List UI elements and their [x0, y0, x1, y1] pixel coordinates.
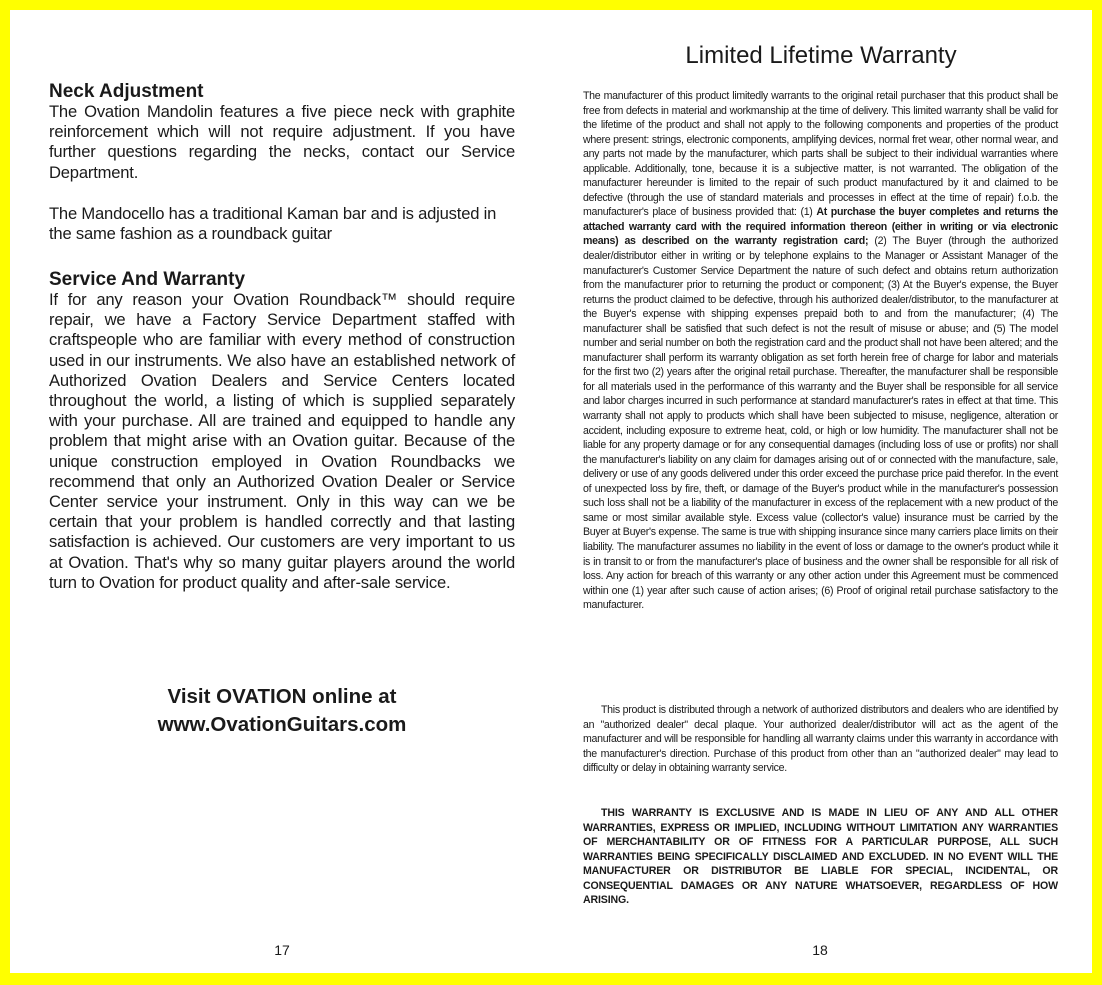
booklet-spread	[10, 10, 1092, 973]
page-number-left: 17	[274, 942, 290, 958]
warranty-terms-text-1: The manufacturer of this product limitedly warrants to the original retail purchaser that this product shall be free from defects in material and workmanship at the time of delivery. This limited warranty shall be valid for the lifetime of the product and shall not apply to the following components and properties of the product where present: strings, electronic components, amplifying devices, normal fret wear, other normal wear, and any parts not made by the manufacturer, which parts shall be subject to their individual warranties where applicable. Additionally, tone, because it is a subjective matter, is not warranted. The obligation of the manufacturer hereunder is limited to the repair of such product manufactured by it and claimed to be defective (through the use of standard materials and processes in effect at the time of repair) f.o.b. the manufacturer's place of business provided that: (1)	[583, 90, 1058, 219]
service-warranty-heading: Service And Warranty	[49, 269, 246, 290]
neck-adjustment-text: The Ovation Mandolin features a five piece neck with graphite reinforcement which will not require adjustment. If you have further questions regarding the necks, contact our Service Department.	[49, 102, 515, 182]
disclaimer-text: THIS WARRANTY IS EXCLUSIVE AND IS MADE IN LIEU OF ANY AND ALL OTHER WARRANTIES, EXPRESS OR IMPLIED, INCLUDING WITHOUT LIMITATION ANY WARRANTIES OF MERCHANTABILITY OR OF FITNESS FOR A PARTICULAR PURPOSE, ALL SUCH WARRANTIES BEING SPECIFICALLY DISCLAIMED AND EXCLUDED. IN NO EVENT WILL THE MANUFACTURER OR DISTRIBUTOR BE LIABLE FOR SPECIAL, INCIDENTAL, OR CONSEQUENTIAL DAMAGES OR ANY NATURE WHATSOEVER, REGARDLESS OF HOW ARISING.	[583, 807, 1058, 907]
website-url: www.OvationGuitars.com	[157, 713, 407, 736]
website-callout	[49, 683, 515, 739]
authorized-dealer-text: This product is distributed through a network of authorized distributors and dealers who are identified by an "authorized dealer" decal plaque. Your authorized dealer/distributor will act as the agent of the manufacturer and will be responsible for handling all warranty claims under this warranty in accordance with the manufacturer's direction. Purchase of this product from other than an "authorized dealer" may lead to difficulty or delay in obtaining warranty service.	[583, 704, 1058, 775]
page-number-right: 18	[812, 942, 828, 958]
mandocello-text: The Mandocello has a traditional Kaman bar and is adjusted in the same fashion as a roundback guitar	[49, 204, 497, 244]
right-page	[550, 10, 1092, 973]
authorized-dealer-paragraph	[583, 703, 1058, 776]
service-warranty-section	[49, 269, 515, 593]
neck-adjustment-section	[49, 81, 515, 183]
warranty-terms-paragraph	[583, 89, 1058, 613]
warranty-terms-text-2: (2) The Buyer (through the authorized dealer/distributor either in writing or by telephone explains to the Manager or Assistant Manager of the manufacturer's Customer Service Department the nature of such defect and obtains return authorization from the manufacturer prior to returning the product or component; (3) At the Buyer's expense, the Buyer returns the product claimed to be defective, through his authorized dealer/distributor, to the manufacturer at the Buyer's expense with shipping expenses prepaid both to and from the manufacturer; (4) The manufacturer shall be satisfied that such defect is not the result of misuse or abuse; and (5) The model number and serial number on both the registration card and the product shall not have been altered; and the manufacturer shall perform its warranty obligation as set forth herein free of charge for labor and materials for the first two (2) years after the original retail purchase. Thereafter, the manufacturer shall be responsible for all materials used in the performance of this warranty and the Buyer shall be responsible for all service and labor charges incurred in such performance at standard manufacturer's rates in effect at that time. This warranty shall not apply to products which shall have been subjected to misuse, negligence, alteration or accident, including exposure to extreme heat, cold, or high or low humidity. The manufacturer shall not be liable for any property damage or for any consequential damages (including loss of use or profits) nor shall the manufacturer's liability on any claim for damages arising out of or connected with the manufacture, sale, delivery or use of any goods delivered under this order exceed the purchase price paid therefor. In the event of unexpected loss by fire, theft, or damage of the Buyer's product while in the manufacturer's possession such loss shall not be a liability of the manufacturer in excess of the replacement with a new product of the same or most similar available style. Excess value (collector's value) insurance must be carried by the Buyer at Buyer's expense. The same is true with shipping insurance since many carriers place limits on their liability. The manufacturer assumes no liability in the event of loss or damage to the owner's product while it is in transit to or from the manufacturer's place of business and the owner shall be responsible for all risk of loss. Any action for breach of this warranty or any other action under this Agreement must be commenced within one (1) year after such cause of action arises; (6) Proof of original retail purchase satisfactory to the manufacturer.	[583, 235, 1058, 612]
warranty-card-requirement: At purchase the buyer completes and returns the attached warranty card with the required information thereon (either in writing or via electronic means) as described on the warranty registration card;	[583, 206, 1058, 248]
neck-adjustment-heading: Neck Adjustment	[49, 81, 204, 102]
left-page	[10, 10, 550, 973]
exclusive-warranty-disclaimer	[583, 806, 1058, 908]
visit-line: Visit OVATION online at	[167, 685, 397, 708]
service-warranty-text: If for any reason your Ovation Roundback™ should require repair, we have a Factory Service Department staffed with craftspeople who are familiar with every method of construction used in our instruments. We also have an established network of Authorized Ovation Dealers and Service Centers located throughout the world, a listing of which is supplied separately with your purchase. All are trained and equipped to handle any problem that might arise with an Ovation guitar. Because of the unique construction employed in Ovation Roundbacks we recommend that only an Authorized Ovation Dealer or Service Center service your instrument. Only in this way can we be certain that your problem is handled correctly and that lasting satisfaction is achieved. Our customers are very important to us at Ovation. That's why so many guitar players around the world turn to Ovation for product quality and after-sale service.	[49, 290, 515, 592]
mandocello-section	[49, 204, 515, 244]
warranty-title: Limited Lifetime Warranty	[685, 42, 957, 69]
